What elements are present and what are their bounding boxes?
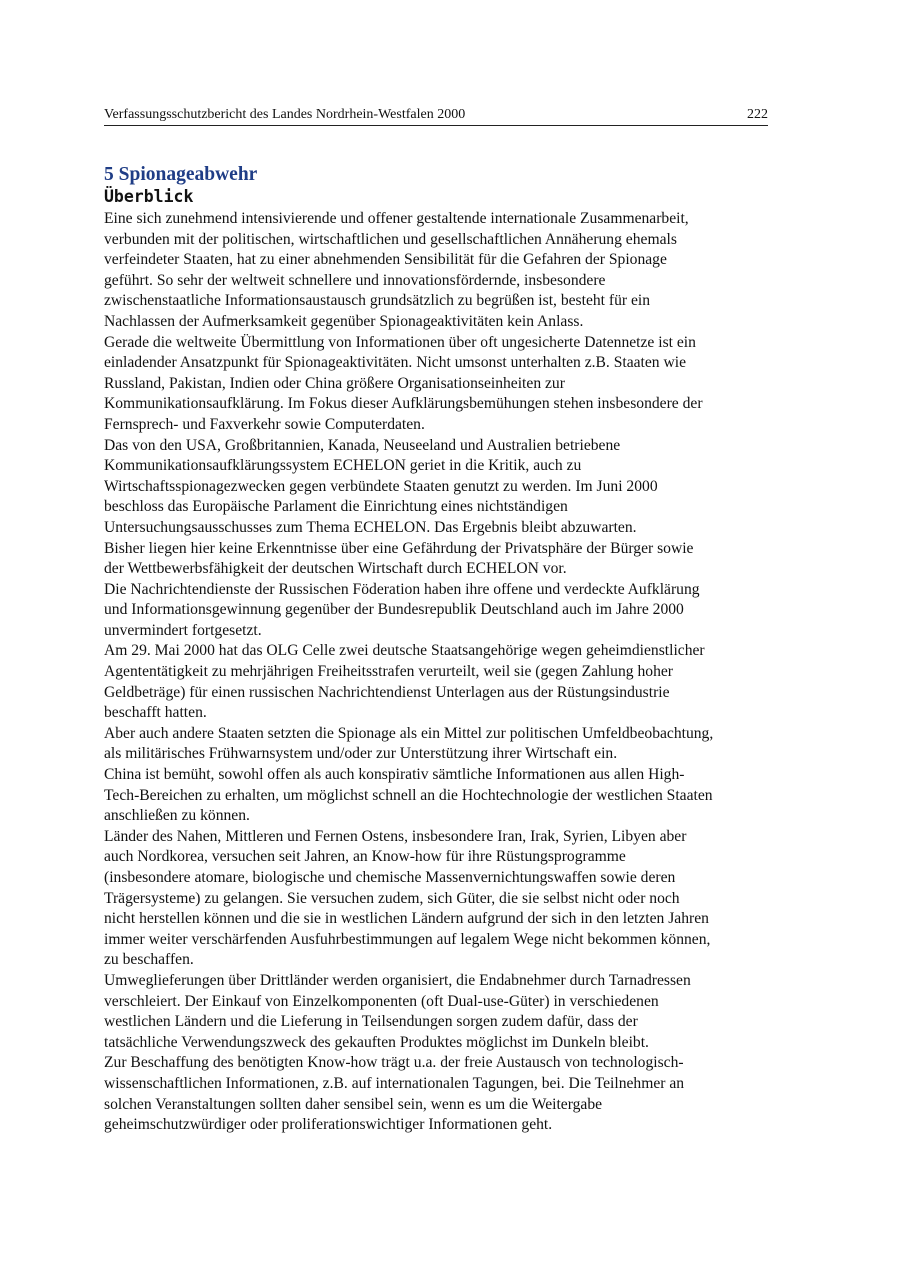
paragraph: Länder des Nahen, Mittleren und Fernen Ostens, insbesondere Iran, Irak, Syrien, Libyen aber auch Nordkorea, versuchen seit Jahren, an Know-how für ihre Rüstungsprogramme (insbesondere atomare, biologische und chemische Massenvernichtungswaffen sowie deren Trägersysteme) zu gelangen. Sie versuchen zudem, sich Güter, die sie selbst nicht oder noch nicht herstellen können und die sie in westlichen Ländern aufgrund der sich in den letzten Jahren immer weiter verschärfenden Ausfuhrbestimmungen auf legalem Wege nicht bekommen können, zu beschaffen. <box>104 827 711 969</box>
paragraph: Zur Beschaffung des benötigten Know-how trägt u.a. der freie Austausch von technologisch- wissenschaftlichen Informationen, z.B. auf internationalen Tagungen, bei. Die Teilnehmer an solchen Veranstaltungen sollten daher sensibel sein, wenn es um die Weitergabe geheimschutzwürdiger oder proliferationswichtiger Informationen geht. <box>104 1054 685 1134</box>
paragraph: Aber auch andere Staaten setzten die Spionage als ein Mittel zur politischen Umfeldbeobachtung, als militärisches Frühwarnsystem und/oder zur Unterstützung ihrer Wirtschaft ein. <box>104 724 714 763</box>
paragraph: Bisher liegen hier keine Erkenntnisse über eine Gefährdung der Privatsphäre der Bürger sowie der Wettbewerbsfähigkeit der deutschen Wirtschaft durch ECHELON vor. <box>104 539 694 578</box>
paragraph: Eine sich zunehmend intensivierende und offener gestaltende internationale Zusammenarbeit, verbunden mit der politischen, wirtschaftlichen und gesellschaftlichen Annäherung ehemals verfeindeter Staaten, hat zu einer abnehmenden Sensibilität für die Gefahren der Spionage geführt. So sehr der weltweit schnellere und innovationsfördernde, insbesondere zwischenstaatliche Informationsaustausch grundsätzlich zu begrüßen ist, besteht für ein Nachlassen der Aufmerksamkeit gegenüber Spionageaktivitäten kein Anlass. <box>104 210 689 330</box>
header-title: Verfassungsschutzbericht des Landes Nordrhein-Westfalen 2000 <box>104 107 466 122</box>
running-header <box>104 107 768 126</box>
main-content <box>104 164 804 1136</box>
body-text <box>104 209 804 1136</box>
chapter-heading: 5 Spionageabwehr <box>104 164 258 185</box>
paragraph: Gerade die weltweite Übermittlung von Informationen über oft ungesicherte Datennetze ist ein einladender Ansatzpunkt für Spionageaktivitäten. Nicht umsonst unterhalten z.B. Staaten wie Russland, Pakistan, Indien oder China größere Organisationseinheiten zur Kommunikationsaufklärung. Im Fokus dieser Aufklärungsbemühungen stehen insbesondere der Fernsprech- und Faxverkehr sowie Computerdaten. <box>104 333 703 433</box>
section-heading: Überblick <box>104 187 194 206</box>
paragraph: Die Nachrichtendienste der Russischen Föderation haben ihre offene und verdeckte Aufklärung und Informationsgewinnung gegenüber der Bundesrepublik Deutschland auch im Jahre 2000 unvermindert fortgesetzt. <box>104 580 700 639</box>
paragraph: Das von den USA, Großbritannien, Kanada, Neuseeland und Australien betriebene Kommunikationsaufklärungssystem ECHELON geriet in die Kritik, auch zu Wirtschaftsspionagezwecken gegen verbündete Staaten genutzt zu werden. Im Juni 2000 beschloss das Europäische Parlament die Einrichtung eines nichtständigen Untersuchungsausschusses zum Thema ECHELON. Das Ergebnis bleibt abzuwarten. <box>104 436 658 536</box>
page-number: 222 <box>747 107 768 122</box>
paragraph: Umweglieferungen über Drittländer werden organisiert, die Endabnehmer durch Tarnadressen verschleiert. Der Einkauf von Einzelkomponenten (oft Dual-use-Güter) in verschiedenen westlichen Ländern und die Lieferung in Teilsendungen sorgen zudem dafür, dass der tatsächliche Verwendungszweck des gekauften Produktes möglichst im Dunkeln bleibt. <box>104 971 691 1051</box>
paragraph: Am 29. Mai 2000 hat das OLG Celle zwei deutsche Staatsangehörige wegen geheimdienstlicher Agententätigkeit zu mehrjährigen Freiheitsstrafen verurteilt, weil sie (gegen Zahlung hoher Geldbeträge) für einen russischen Nachrichtendienst Unterlagen aus der Rüstungsindustrie beschafft hatten. <box>104 642 705 722</box>
paragraph: China ist bemüht, sowohl offen als auch konspirativ sämtliche Informationen aus allen High- Tech-Bereichen zu erhalten, um möglichst schnell an die Hochtechnologie der westlichen Staaten anschließen zu können. <box>104 766 713 825</box>
